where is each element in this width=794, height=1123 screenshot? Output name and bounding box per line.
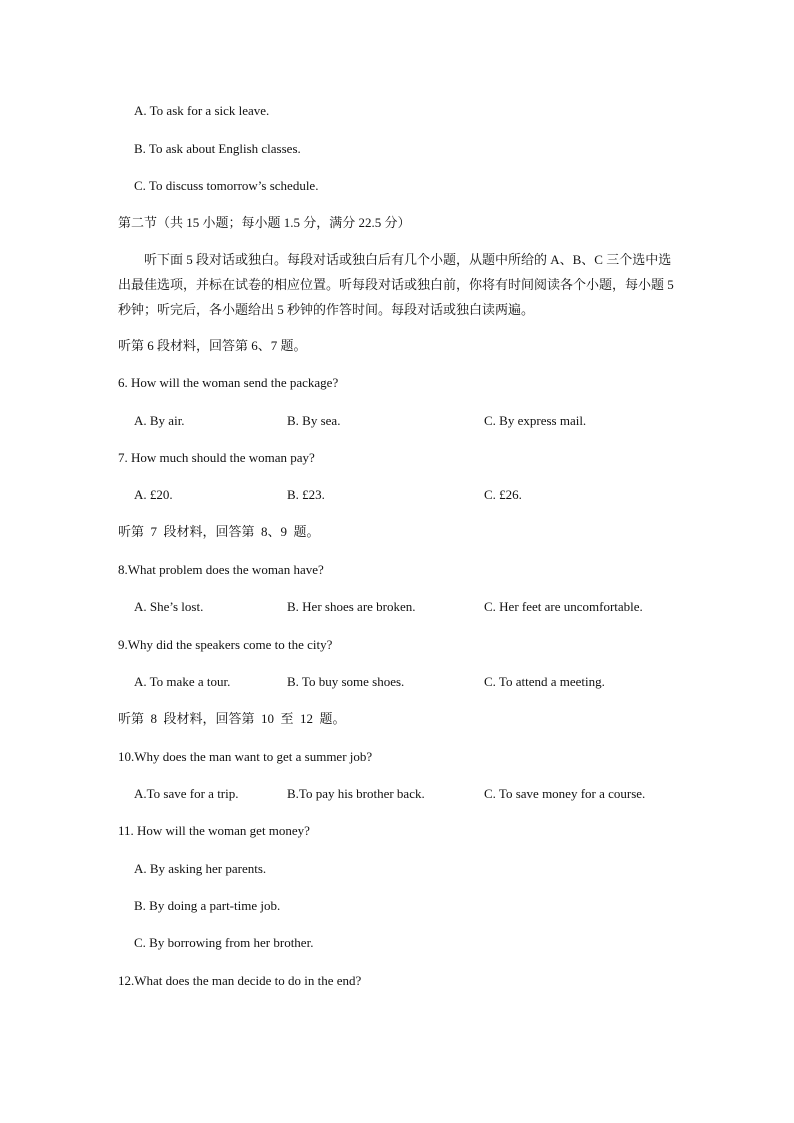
q10-option-b: B.To pay his brother back. xyxy=(287,786,425,801)
q12-stem: 12.What does the man decide to do in the end? xyxy=(118,973,362,988)
q6-option-b: B. By sea. xyxy=(287,413,341,428)
q10-option-a: A.To save for a trip. xyxy=(134,786,239,801)
q7-option-b: B. £23. xyxy=(287,487,325,502)
q8-option-a: A. She’s lost. xyxy=(134,599,204,614)
section2-instructions: 听下面 5 段对话或独白。每段对话或独白后有几个小题，从题中所给的 A、B、C 三个选中选出最佳选项，并标在试卷的相应位置。听每段对话或独白前，你将有时间阅读各个小题，每小题 5 秒钟；听完后，各小题给出 5 秒钟的作答时间。每段对话或独白读两遍。 xyxy=(118,252,674,317)
material8-heading: 听第 8 段材料，回答第 10 至 12 题。 xyxy=(118,711,346,726)
q10-stem: 10.Why does the man want to get a summer job? xyxy=(118,749,373,764)
q7-option-a: A. £20. xyxy=(134,487,173,502)
q8-option-b: B. Her shoes are broken. xyxy=(287,599,416,614)
q9-stem: 9.Why did the speakers come to the city? xyxy=(118,637,333,652)
q11-option-a: A. By asking her parents. xyxy=(134,861,267,876)
q5-option-b: B. To ask about English classes. xyxy=(134,141,301,156)
q11-option-c: C. By borrowing from her brother. xyxy=(134,935,314,950)
section2-heading: 第二节（共 15 小题；每小题 1.5 分，满分 22.5 分） xyxy=(118,215,411,230)
q11-option-b: B. By doing a part-time job. xyxy=(134,898,281,913)
q5-option-c: C. To discuss tomorrow’s schedule. xyxy=(134,178,319,193)
q9-option-a: A. To make a tour. xyxy=(134,674,231,689)
q6-stem: 6. How will the woman send the package? xyxy=(118,375,339,390)
material6-heading: 听第 6 段材料，回答第 6、7 题。 xyxy=(118,338,307,353)
q6-option-c: C. By express mail. xyxy=(484,413,587,428)
q6-option-a: A. By air. xyxy=(134,413,185,428)
q5-option-a: A. To ask for a sick leave. xyxy=(134,103,270,118)
q9-option-c: C. To attend a meeting. xyxy=(484,674,605,689)
q8-stem: 8.What problem does the woman have? xyxy=(118,562,324,577)
q7-option-c: C. £26. xyxy=(484,487,522,502)
q10-option-c: C. To save money for a course. xyxy=(484,786,646,801)
q11-stem: 11. How will the woman get money? xyxy=(118,823,310,838)
q7-stem: 7. How much should the woman pay? xyxy=(118,450,315,465)
material7-heading: 听第 7 段材料，回答第 8、9 题。 xyxy=(118,524,320,539)
q8-option-c: C. Her feet are uncomfortable. xyxy=(484,599,643,614)
q9-option-b: B. To buy some shoes. xyxy=(287,674,405,689)
